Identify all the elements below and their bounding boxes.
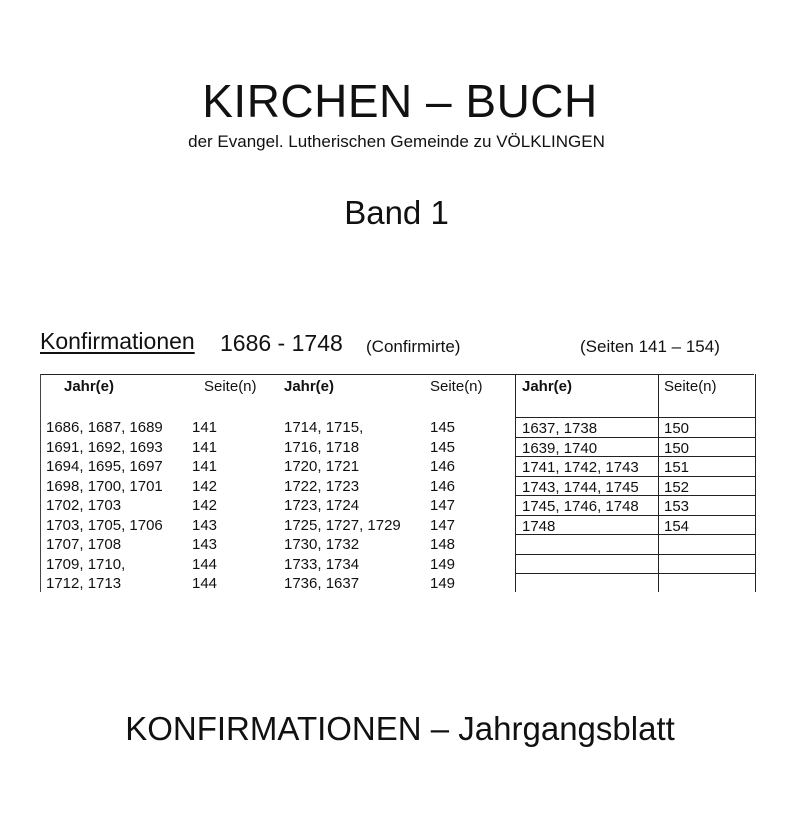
- row-years: 1691, 1692, 1693: [46, 438, 163, 456]
- row-page: 143: [192, 516, 218, 534]
- row-years: 1730, 1732: [284, 536, 360, 553]
- table-row: [278, 554, 515, 574]
- table-row: [278, 456, 515, 476]
- row-years: 1723, 1724: [284, 497, 360, 514]
- page-subtitle: der Evangel. Lutherischen Gemeinde zu VÖLKLINGEN: [188, 132, 605, 151]
- table-row: [278, 515, 515, 535]
- row-page: 151: [664, 459, 690, 476]
- section-range: 1686 - 1748: [220, 330, 343, 356]
- row-years: 1702, 1703: [46, 497, 122, 514]
- row-page: 152: [664, 478, 690, 496]
- row-years: 1703, 1705, 1706: [46, 516, 163, 534]
- column-header-page: Seite(n): [204, 378, 257, 395]
- row-page: 147: [430, 516, 456, 534]
- row-years: 1720, 1721: [284, 458, 360, 475]
- table-row: [40, 476, 278, 496]
- row-page: 144: [192, 575, 218, 592]
- row-page: 142: [192, 477, 218, 495]
- table-row: [516, 573, 755, 594]
- table-row: [40, 534, 278, 554]
- row-page: 146: [430, 477, 456, 495]
- row-page: 141: [192, 438, 218, 456]
- table-row: [278, 573, 515, 593]
- section-heading: [40, 330, 195, 353]
- section-note: (Confirmirte): [366, 337, 461, 356]
- row-years: 1698, 1700, 1701: [46, 477, 163, 495]
- table-row: [40, 573, 278, 593]
- row-years: 1714, 1715,: [284, 419, 364, 436]
- row-page: 146: [430, 458, 456, 475]
- table-row: [516, 495, 755, 516]
- table-column-2: [278, 374, 515, 592]
- table-row: [516, 476, 755, 497]
- row-page: 141: [192, 458, 218, 475]
- row-page: 145: [430, 438, 456, 456]
- row-years: 1745, 1746, 1748: [522, 498, 639, 515]
- row-page: 150: [664, 420, 690, 437]
- column-header-page: Seite(n): [664, 378, 717, 395]
- table-row: [516, 417, 755, 438]
- table-row: [278, 495, 515, 515]
- row-years: 1722, 1723: [284, 477, 360, 495]
- table-row: [516, 437, 755, 458]
- row-page: 144: [192, 555, 218, 573]
- row-years: 1743, 1744, 1745: [522, 478, 639, 496]
- row-page: 142: [192, 497, 218, 514]
- row-page: 143: [192, 536, 218, 553]
- volume-label: Band 1: [344, 194, 449, 231]
- row-page: 145: [430, 419, 456, 436]
- table-row: [516, 456, 755, 477]
- footer-title: KONFIRMATIONEN – Jahrgangsblatt: [125, 710, 675, 747]
- row-years: 1733, 1734: [284, 555, 360, 573]
- row-years: 1639, 1740: [522, 439, 598, 457]
- column-header-page: Seite(n): [430, 378, 483, 395]
- row-page: 141: [192, 419, 218, 436]
- column-header-year: Jahr(e): [522, 378, 573, 395]
- table-row: [40, 437, 278, 457]
- row-years: 1709, 1710,: [46, 555, 126, 573]
- row-years: 1637, 1738: [522, 420, 598, 437]
- column-header-year: Jahr(e): [64, 378, 115, 395]
- table-row: [516, 554, 755, 575]
- row-page: 149: [430, 555, 456, 573]
- table-column-1: [40, 374, 278, 592]
- row-page: 149: [430, 575, 456, 592]
- table-row: [40, 495, 278, 515]
- row-page: 153: [664, 498, 690, 515]
- table-column-3: [515, 374, 756, 592]
- column-header-year: Jahr(e): [284, 378, 335, 395]
- row-page: 150: [664, 439, 690, 457]
- row-years: 1741, 1742, 1743: [522, 459, 639, 476]
- row-page: 147: [430, 497, 456, 514]
- row-years: 1686, 1687, 1689: [46, 419, 163, 436]
- row-years: 1716, 1718: [284, 438, 360, 456]
- row-page: 154: [664, 517, 690, 535]
- row-years: 1712, 1713: [46, 575, 122, 592]
- confirmation-index-table: [40, 374, 754, 592]
- table-row: [516, 515, 755, 536]
- row-page: 148: [430, 536, 456, 553]
- table-row: [278, 476, 515, 496]
- page-title: KIRCHEN – BUCH: [202, 75, 598, 127]
- table-row: [278, 437, 515, 457]
- table-row: [40, 554, 278, 574]
- table-row: [278, 417, 515, 437]
- row-years: 1707, 1708: [46, 536, 122, 553]
- section-heading-text: Konfirmationen: [40, 328, 195, 354]
- table-row: [40, 515, 278, 535]
- table-row: [516, 534, 755, 555]
- table-row: [278, 534, 515, 554]
- row-years: 1694, 1695, 1697: [46, 458, 163, 475]
- table-row: [40, 456, 278, 476]
- table-row: [40, 417, 278, 437]
- row-years: 1736, 1637: [284, 575, 360, 592]
- row-years: 1725, 1727, 1729: [284, 516, 401, 534]
- section-pages: (Seiten 141 – 154): [580, 337, 720, 356]
- row-years: 1748: [522, 517, 556, 535]
